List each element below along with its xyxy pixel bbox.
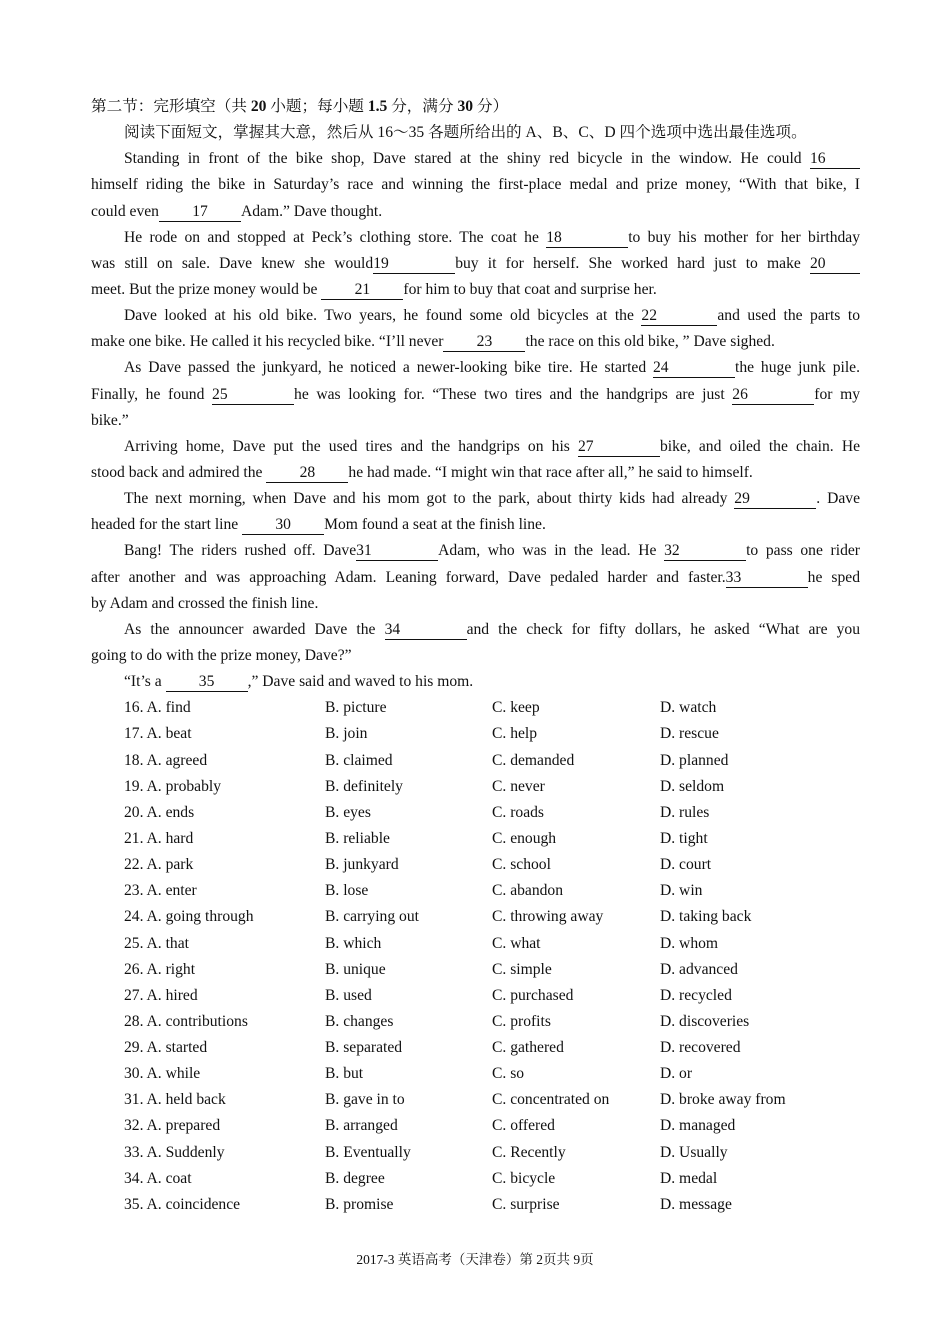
option-c: C. enough [492,829,557,847]
option-b: B. join [325,725,368,743]
blank-23: 23 [443,333,525,352]
option-a: 21. A. hard [124,829,194,847]
option-row [91,957,860,983]
option-row [91,904,860,930]
page-footer: 2017-3 英语高考（天津卷）第 2页共 9页 [356,1252,594,1267]
option-b: B. junkyard [325,856,399,874]
option-c: C. keep [492,699,540,717]
option-row [91,852,860,878]
option-c: C. profits [492,1012,551,1030]
passage-line: As the announcer awarded Dave the 34 and the check for fifty dollars, he asked “What are you [124,620,861,638]
exam-page [91,94,860,1218]
option-c: C. simple [492,960,552,978]
option-a: 26. A. right [124,960,196,978]
option-c: C. abandon [492,882,564,900]
option-b: B. picture [325,699,387,717]
blank-19: 19 [373,255,455,274]
option-a: 19. A. probably [124,777,222,795]
option-b: B. eyes [325,803,371,821]
blank-30: 30 [242,516,324,535]
option-b: B. arranged [325,1117,398,1135]
option-d: D. advanced [660,960,738,978]
option-c: C. surprise [492,1195,560,1213]
option-d: D. or [660,1065,693,1083]
option-b: B. used [325,986,372,1004]
option-a: 22. A. park [124,856,194,874]
option-b: B. definitely [325,777,403,795]
option-b: B. changes [325,1012,394,1030]
option-a: 25. A. that [124,934,189,952]
option-a: 31. A. held back [124,1091,226,1109]
option-a: 33. A. Suddenly [124,1143,225,1161]
option-a: 24. A. going through [124,908,254,926]
passage-line: headed for the start line 30 Mom found a seat at the finish line. [91,516,546,534]
section-title: 第二节：完形填空（共 20 小题；每小题 1.5 分，满分 30 分） [91,98,509,115]
option-a: 35. A. coincidence [124,1195,241,1213]
option-b: B. Eventually [325,1143,411,1161]
option-row [91,1035,860,1061]
blank-25: 25 [212,386,294,405]
option-d: D. broke away from [660,1091,786,1109]
option-a: 17. A. beat [124,725,192,743]
option-c: C. concentrated on [492,1091,610,1109]
option-d: D. seldom [660,777,725,795]
passage-line: Standing in front of the bike shop, Dave stared at the shiny red bicycle in the window. He could 16 [91,146,860,172]
option-row [91,983,860,1009]
option-d: D. message [660,1195,732,1213]
blank-28: 28 [266,464,348,483]
option-d: D. recycled [660,986,732,1004]
option-row [91,1061,860,1087]
option-a: 28. A. contributions [124,1012,248,1030]
option-c: C. bicycle [492,1169,556,1187]
option-a: 29. A. started [124,1039,208,1057]
option-row [91,695,860,721]
option-a: 34. A. coat [124,1169,192,1187]
option-row [91,774,860,800]
option-row [91,1192,860,1218]
blank-26: 26 [732,386,814,405]
passage-line: was still on sale. Dave knew she would19 buy it for herself. She worked hard just to make 20 [91,251,860,277]
option-c: C. so [492,1065,525,1083]
passage-line: Finally, he found 25 he was looking for. “These two tires and the handgrips are just 26 for my [91,385,861,403]
option-c: C. purchased [492,986,574,1004]
passage-line: Dave looked at his old bike. Two years, he found some old bicycles at the 22 and used the parts to [124,307,860,325]
passage-line: meet. But the prize money would be 21 for him to buy that coat and surprise her. [91,280,657,298]
option-a: 27. A. hired [124,986,198,1004]
passage-line: bike.” [91,411,129,429]
blank-35: 35 [166,673,248,692]
option-c: C. help [492,725,538,743]
passage-line: make one bike. He called it his recycled bike. “I’ll never 23 the race on this old bike, ” Dave sighed. [91,333,775,351]
blank-27: 27 [578,438,660,457]
blank-33: 33 [726,569,808,588]
option-d: D. rescue [660,725,719,743]
option-c: C. gathered [492,1039,564,1057]
option-c: C. Recently [492,1143,566,1161]
option-row [91,878,860,904]
passage-line: stood back and admired the 28 he had made. “I might win that race after all,” he said to himself. [91,463,753,481]
option-b: B. which [325,934,382,952]
blank-21: 21 [321,281,403,300]
option-d: D. medal [660,1169,718,1187]
passage-line: by Adam and crossed the finish line. [91,594,319,612]
option-d: D. court [660,856,712,874]
option-c: C. school [492,856,551,874]
option-b: B. reliable [325,829,390,847]
option-c: C. demanded [492,751,575,769]
passage-line: could even 17 Adam.” Dave thought. [91,202,383,220]
passage-line: He rode on and stopped at Peck’s clothing store. The coat he 18 to buy his mother for her birthday [124,228,860,246]
option-row [91,1113,860,1139]
option-row [91,931,860,957]
option-d: D. discoveries [660,1012,750,1030]
option-d: D. taking back [660,908,752,926]
option-c: C. what [492,934,541,952]
passage-line: Bang! The riders rushed off. Dave31 Adam, who was in the lead. He 32 to pass one rider [124,542,860,560]
passage-line: As Dave passed the junkyard, he noticed a newer-looking bike tire. He started 24 the huge junk pile. [124,359,860,377]
blank-20: 20 [810,255,860,274]
blank-32: 32 [664,542,746,561]
option-d: D. whom [660,934,719,952]
option-c: C. offered [492,1117,555,1135]
option-a: 32. A. prepared [124,1117,221,1135]
passage-line: The next morning, when Dave and his mom got to the park, about thirty kids had already 29 . Dave [124,490,861,508]
option-row [91,748,860,774]
option-row [91,800,860,826]
option-b: B. but [325,1065,364,1083]
passage-line: “It’s a 35 ,” Dave said and waved to his mom. [124,673,474,691]
option-d: D. planned [660,751,729,769]
option-row [91,826,860,852]
option-a: 18. A. agreed [124,751,208,769]
blank-31: 31 [356,542,438,561]
option-b: B. unique [325,960,386,978]
option-d: D. recovered [660,1039,741,1057]
option-c: C. throwing away [492,908,604,926]
option-row [91,1009,860,1035]
option-a: 16. A. find [124,699,191,717]
option-d: D. win [660,882,703,900]
option-d: D. rules [660,803,710,821]
blank-29: 29 [734,490,816,509]
instruction: 阅读下面短文，掌握其大意，然后从 16～35 各题所给出的 A、B、C、D 四个选项中选出最佳选项。 [124,124,807,142]
option-b: B. gave in to [325,1091,405,1109]
option-b: B. promise [325,1195,394,1213]
option-b: B. carrying out [325,908,419,926]
option-row [91,1166,860,1192]
blank-18: 18 [546,229,628,248]
blank-16: 16 [810,150,860,169]
blank-17: 17 [159,203,241,222]
option-d: D. Usually [660,1143,728,1161]
option-a: 23. A. enter [124,882,197,900]
option-d: D. tight [660,829,708,847]
option-row [91,1087,860,1113]
option-row [91,721,860,747]
option-d: D. watch [660,699,717,717]
option-b: B. lose [325,882,369,900]
option-b: B. separated [325,1039,403,1057]
blank-24: 24 [653,359,735,378]
option-a: 20. A. ends [124,803,195,821]
passage-line: after another and was approaching Adam. Leaning forward, Dave pedaled harder and faster.33 he sped [91,568,860,586]
option-d: D. managed [660,1117,736,1135]
answer-options [91,695,860,1218]
option-b: B. degree [325,1169,385,1187]
option-row [91,1140,860,1166]
option-b: B. claimed [325,751,393,769]
option-c: C. roads [492,803,544,821]
blank-22: 22 [641,307,717,326]
passage-line: himself riding the bike in Saturday’s race and winning the first-place medal and prize money, “With that bike, I [91,176,860,194]
option-a: 30. A. while [124,1065,201,1083]
blank-34: 34 [385,621,467,640]
passage-line: going to do with the prize money, Dave?” [91,646,352,664]
option-c: C. never [492,777,545,795]
passage-line: Arriving home, Dave put the used tires and the handgrips on his 27 bike, and oiled the chain. He [124,437,860,455]
